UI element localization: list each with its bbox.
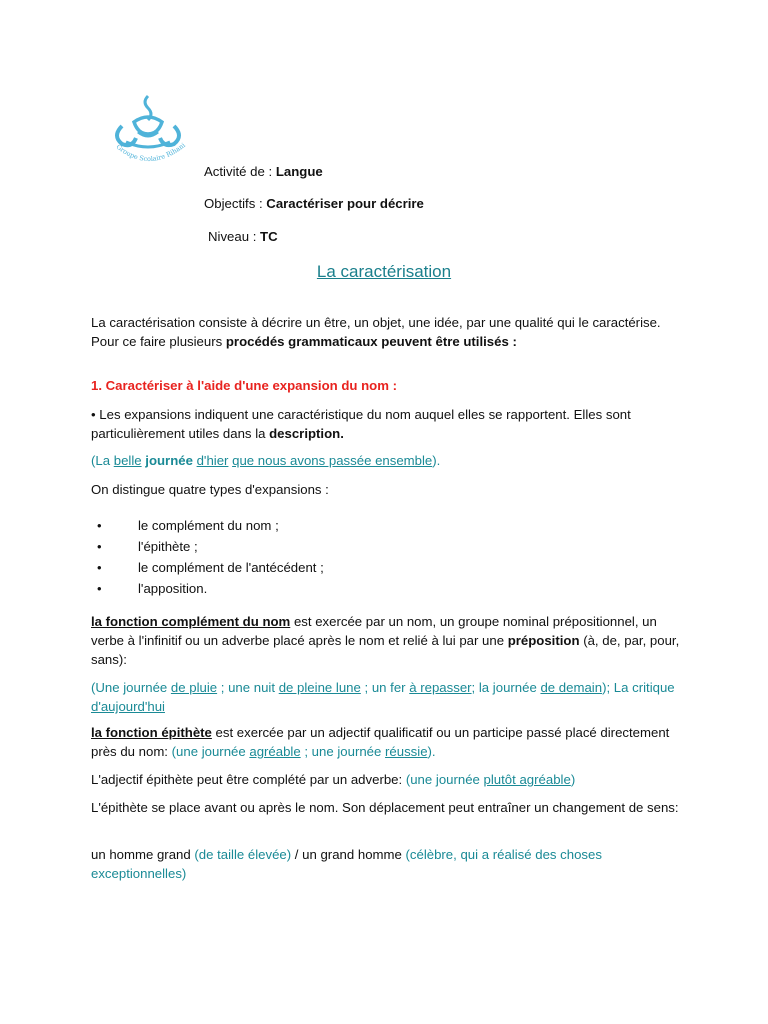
homme-text-2: / un grand homme (291, 847, 406, 862)
cdn-term: la fonction complément du nom (91, 614, 291, 629)
epithete-text: est exercée par un adjectif qualificatif ou un participe passé placé directement près du nom: (91, 725, 670, 759)
epithete-ex-part: (une journée (171, 744, 250, 759)
activite-value: Langue (275, 164, 323, 179)
section1-point-bold: description. (269, 426, 344, 441)
types-intro: On distingue quatre types d'expansions : (91, 482, 329, 497)
page-title: La caractérisation (316, 262, 452, 281)
cdn-ex-part: ); La critique (602, 680, 675, 695)
types-list (91, 516, 691, 600)
adverbe-text: L'adjectif épithète peut être complété par un adverbe: (91, 772, 406, 787)
example-close: ). (432, 453, 441, 468)
bullet-icon: • (97, 581, 102, 596)
list-item (91, 579, 691, 600)
cdn-paragraph (91, 612, 691, 669)
cdn-ex-part: ; une nuit (217, 680, 279, 695)
cdn-text: est exercée par un nom, un groupe nominal prépositionnel, un verbe à l'infinitif ou un adverbe placé après le nom et relié à lui par une (91, 614, 657, 648)
epithete-ex-part: ; une journée (300, 744, 386, 759)
bullet-icon: • (97, 518, 102, 533)
place-paragraph: L'épithète se place avant ou après le nom. Son déplacement peut entraîner un changement de sens: (91, 800, 679, 815)
example-line (91, 451, 691, 470)
list-item (91, 516, 691, 537)
niveau-value: TC (260, 229, 278, 244)
homme-comment-2: (célèbre, qui a réalisé des choses exceptionnelles) (91, 847, 602, 881)
adverbe-paragraph (91, 770, 691, 789)
epithete-paragraph (91, 723, 691, 761)
section1-point (91, 405, 691, 443)
niveau-line (208, 229, 278, 244)
bullet-icon: • (97, 539, 102, 554)
homme-paragraph (91, 845, 691, 883)
example-que: que nous avons passée ensemble (232, 453, 433, 468)
list-item-text: le complément de l'antécédent ; (138, 560, 324, 575)
epithete-ex-underlined: agréable (249, 744, 301, 759)
cdn-ex-part: ; la journée (471, 680, 541, 695)
intro-bold: procédés grammaticaux peuvent être utilisés : (225, 334, 517, 349)
epithete-term: la fonction épithète (91, 725, 212, 740)
school-logo (104, 92, 200, 172)
list-item-text: le complément du nom ; (138, 518, 279, 533)
list-item-text: l'épithète ; (138, 539, 198, 554)
activite-line (204, 164, 323, 179)
cdn-ex-underlined: de pluie (170, 680, 218, 695)
adverbe-ex-part: (une journée (405, 772, 484, 787)
objectifs-line (204, 196, 424, 211)
adverbe-ex-part: ) (570, 772, 576, 787)
homme-text-1: un homme grand (91, 847, 195, 862)
cdn-ex-part: ; un fer (360, 680, 410, 695)
example-journee: journée (145, 453, 193, 468)
cdn-ex-underlined: de demain (540, 680, 603, 695)
cdn-text2: (à, de, par, pour, sans): (91, 633, 680, 667)
example-belle: belle (113, 453, 142, 468)
intro-paragraph (91, 313, 691, 351)
cdn-bold: préposition (507, 633, 580, 648)
epithete-ex-part: ). (427, 744, 436, 759)
cdn-ex-part: (Une journée (91, 680, 171, 695)
epithete-ex-underlined: réussie (385, 744, 428, 759)
logo-text: Groupe Scolaire Rihani (114, 141, 187, 164)
list-item (91, 537, 691, 558)
cdn-ex-underlined: de pleine lune (278, 680, 361, 695)
section1-heading: 1. Caractériser à l'aide d'une expansion du nom : (91, 378, 398, 393)
niveau-label: Niveau : (208, 229, 261, 244)
bullet-icon: • (97, 560, 102, 575)
cdn-ex-underlined: à repasser (409, 680, 472, 695)
cdn-ex-underlined: d'aujourd'hui (91, 699, 165, 714)
logo-emblem-icon (104, 92, 200, 172)
cdn-example (91, 678, 691, 716)
activite-label: Activité de : (204, 164, 276, 179)
adverbe-ex-underlined: plutôt agréable (483, 772, 571, 787)
example-hier: d'hier (196, 453, 229, 468)
homme-comment-1: (de taille élevée) (194, 847, 292, 862)
intro-text: La caractérisation consiste à décrire un être, un objet, une idée, par une qualité qui le caractérise. Pour ce faire plusieurs (91, 315, 661, 349)
list-item (91, 558, 691, 579)
example-open: (La (91, 453, 114, 468)
objectifs-value: Caractériser pour décrire (266, 196, 424, 211)
section1-point-text: • Les expansions indiquent une caractéristique du nom auquel elles se rapportent. Elles sont particulièrement utiles dans la (91, 407, 631, 441)
objectifs-label: Objectifs : (204, 196, 267, 211)
list-item-text: l'apposition. (138, 581, 208, 596)
